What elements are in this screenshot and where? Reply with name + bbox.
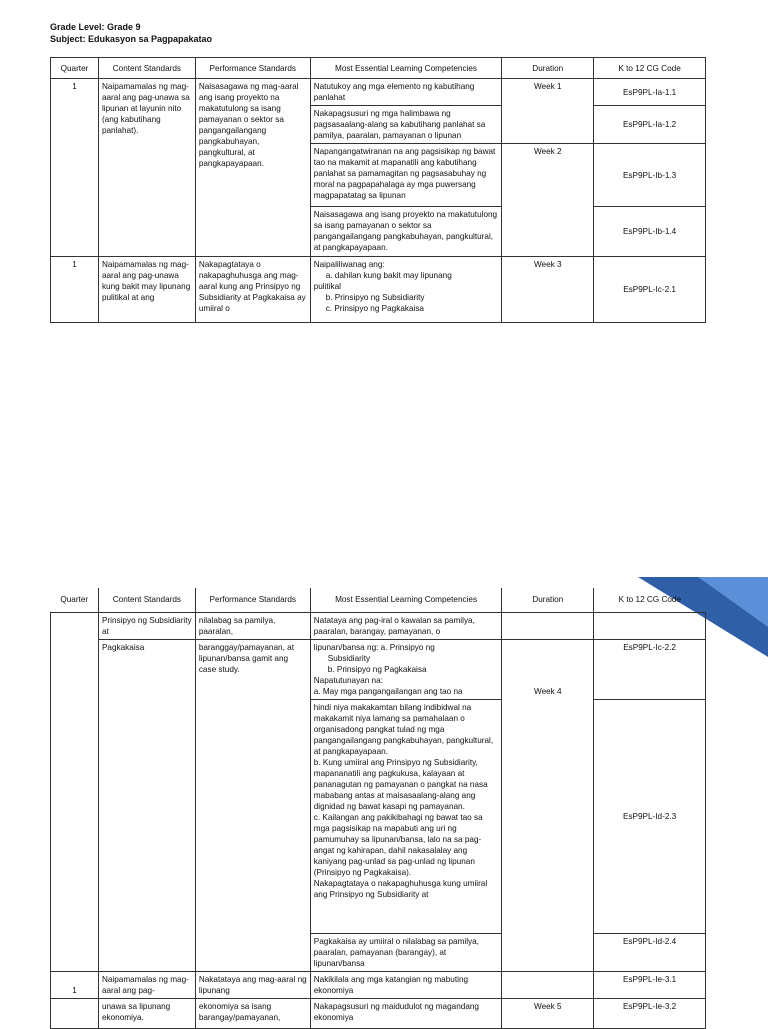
competency-cell: Nakikilala ang mga katangian ng mabuting ekonomiya: [310, 971, 502, 998]
header-content-standards: Content Standards: [98, 58, 195, 79]
duration-cell: [502, 612, 594, 639]
header-performance-standards: Performance Standards: [195, 588, 310, 612]
cg-code-cell: EsP9PL-Id-2.4: [594, 933, 706, 971]
competency-cell: Nakapagsusuri ng maidudulot ng magandang ekonomiya: [310, 998, 502, 1028]
cg-code-cell: EsP9PL-Ic-2.2: [594, 639, 706, 699]
content-standard-cell: Naipamamalas ng mag-aaral ang pag-unawa sa lipunan at layunin nito (ang kabutihang panlahat).: [98, 79, 195, 257]
duration-cell: Week 5: [502, 998, 594, 1028]
competency-line: a. May mga pangangailangan ang tao na: [313, 686, 463, 696]
header-quarter: Quarter: [51, 58, 99, 79]
duration-cell: Week 4: [502, 639, 594, 699]
header-cg-code: K to 12 CG Code: [594, 588, 706, 612]
cg-code-cell: EsP9PL-Ib-1.4: [594, 207, 706, 257]
curriculum-table-page2: [50, 588, 706, 1029]
content-standard-cell: Naipamamalas ng mag-aaral ang pag-unawa kung bakit may lipunang pulitikal at ang: [98, 257, 195, 323]
content-standard-cell: unawa sa lipunang ekonomiya.: [98, 998, 195, 1028]
competency-line: Napatutunayan na:: [313, 675, 383, 685]
content-standard-cell: Naipamamalas ng mag-aaral ang pag-: [98, 971, 195, 998]
competency-line: lipunan/bansa ng: a. Prinsipyo ng: [313, 642, 435, 652]
table-header: [51, 58, 706, 79]
table-row: [51, 257, 706, 323]
duration-cell: Week 1: [502, 79, 594, 144]
duration-cell: [502, 933, 594, 971]
competency-cell: [310, 257, 502, 323]
duration-cell: [502, 699, 594, 933]
competency-sub: Subsidiarity: [327, 653, 371, 663]
competency-item: a. dahilan kung bakit may lipunang: [325, 271, 452, 280]
competency-item: b. Prinsipyo ng Subsidiarity: [325, 293, 425, 302]
cg-code-cell: [594, 612, 706, 639]
cg-code-cell: EsP9PL-Ib-1.3: [594, 144, 706, 207]
performance-standard-cell: ekonomiya sa isang barangay/pamayanan,: [195, 998, 310, 1028]
quarter-cell: 1: [51, 79, 99, 257]
cg-code-cell: EsP9PL-Id-2.3: [594, 699, 706, 933]
competency-item-cont: pulitikal: [313, 282, 341, 291]
grade-level: Grade Level: Grade 9: [50, 22, 141, 32]
table-row: [51, 971, 706, 998]
cg-code-cell: EsP9PL-Ia-1.2: [594, 106, 706, 144]
header-content-standards: Content Standards: [98, 588, 195, 612]
duration-cell: [502, 971, 594, 998]
performance-standard-cell: Naisasagawa ng mag-aaral ang isang proyekto na makatutulong sa isang pamayanan o sektor sa pangangailangang pangkabuhayan, pangkultural, at pangkapayapaan.: [195, 79, 310, 257]
header-cg-code: K to 12 CG Code: [594, 58, 706, 79]
competency-intro: Naipaliliwanag ang:: [313, 260, 385, 269]
cg-code-cell: EsP9PL-Ia-1.1: [594, 79, 706, 106]
duration-cell: Week 3: [502, 257, 594, 323]
duration-cell: Week 2: [502, 144, 594, 257]
competency-cell: Nakapagsusuri ng mga halimbawa ng pagsasaalang-alang sa kabutihang panlahat sa pamilya, paaralan, pamayanan o lipunan: [310, 106, 502, 144]
header-duration: Duration: [502, 58, 594, 79]
competency-cell: hindi niya makakamtan bilang indibidwal na makakamit niya lamang sa pamahalaan o organisadong pangkat tulad ng mga pangangailangang pangkabuhayan, pangkultural, at pangkapayapaan. b. Kung umiiral ang Prinsipyo ng Subsidiarity, mapananatili ang pagkukusa, kalayaan at pananagutan ng pamayanan o pangkat na nasa mababang antas at maisasaalang-alang ang dignidad ng bawat kasapi ng pamayanan. c. Kailangan ang pakikibahagi ng bawat tao sa mga pagsisikap na mapabuti ang uri ng pamumuhay sa lipunan/bansa, lalo na sa pag-angat ng kahirapan, dahil nakasalalay ang kaniyang pag-unlad sa pag-unlad ng lipunan (Prinsipyo ng Pagkakaisa). Nakapagtataya o nakapaghuhusga kung umiiral ang Prinsipyo ng Subsidiarity at: [310, 699, 502, 933]
header-competencies: Most Essential Learning Competencies: [310, 588, 502, 612]
cg-code-cell: EsP9PL-Ic-2.1: [594, 257, 706, 323]
performance-standard-cell: baranggay/pamayanan, at lipunan/bansa gamit ang case study.: [195, 639, 310, 971]
header-competencies: Most Essential Learning Competencies: [310, 58, 502, 79]
performance-standard-cell: Nakatataya ang mag-aaral ng lipunang: [195, 971, 310, 998]
competency-cell: Napangangatwiranan na ang pagsisikap ng bawat tao na makamit at mapanatili ang kabutihang panlahat sa pamamagitan ng pagsasabuhay ng moral na pagpapahalaga ay mga puwersang magpapatatag sa lipunan: [310, 144, 502, 207]
performance-standard-cell: nilalabag sa pamilya, paaralan,: [195, 612, 310, 639]
competency-cell: Naisasagawa ang isang proyekto na makatutulong sa isang pamayanan o sektor sa pangangailangang pangkabuhayan, pangkultural, at pangkapayapaan.: [310, 207, 502, 257]
quarter-cell: [51, 639, 99, 971]
cg-code-cell: EsP9PL-Ie-3.2: [594, 998, 706, 1028]
competency-cell: Pagkakaisa ay umiiral o nilalabag sa pamilya, paaralan, pamayanan (barangay), at lipunan/bansa: [310, 933, 502, 971]
competency-cell: Natutukoy ang mga elemento ng kabutihang panlahat: [310, 79, 502, 106]
table-header: [51, 588, 706, 612]
table-row: [51, 612, 706, 639]
competency-cell: [310, 639, 502, 699]
header-duration: Duration: [502, 588, 594, 612]
table-row: [51, 79, 706, 106]
content-standard-cell: Pagkakaisa: [98, 639, 195, 971]
competency-cell: Natataya ang pag-iral o kawalan sa pamilya, paaralan, barangay, pamayanan, o: [310, 612, 502, 639]
header-performance-standards: Performance Standards: [195, 58, 310, 79]
table-row: [51, 639, 706, 699]
competency-sub: b. Prinsipyo ng Pagkakaisa: [327, 664, 427, 674]
performance-standard-cell: Nakapagtataya o nakapaghuhusga ang mag-aaral kung ang Prinsipyo ng Subsidiarity at Pagkakaisa ay umiiral o: [195, 257, 310, 323]
quarter-cell: [51, 612, 99, 639]
content-standard-cell: Prinsipyo ng Subsidiarity at: [98, 612, 195, 639]
subject: Subject: Edukasyon sa Pagpapakatao: [50, 34, 213, 44]
cg-code-cell: EsP9PL-Ie-3.1: [594, 971, 706, 998]
header-quarter: Quarter: [51, 588, 99, 612]
quarter-cell: 1: [51, 257, 99, 323]
competency-item: c. Prinsipyo ng Pagkakaisa: [325, 304, 424, 313]
curriculum-table-page1: [50, 57, 706, 323]
quarter-cell: 1: [51, 971, 99, 998]
